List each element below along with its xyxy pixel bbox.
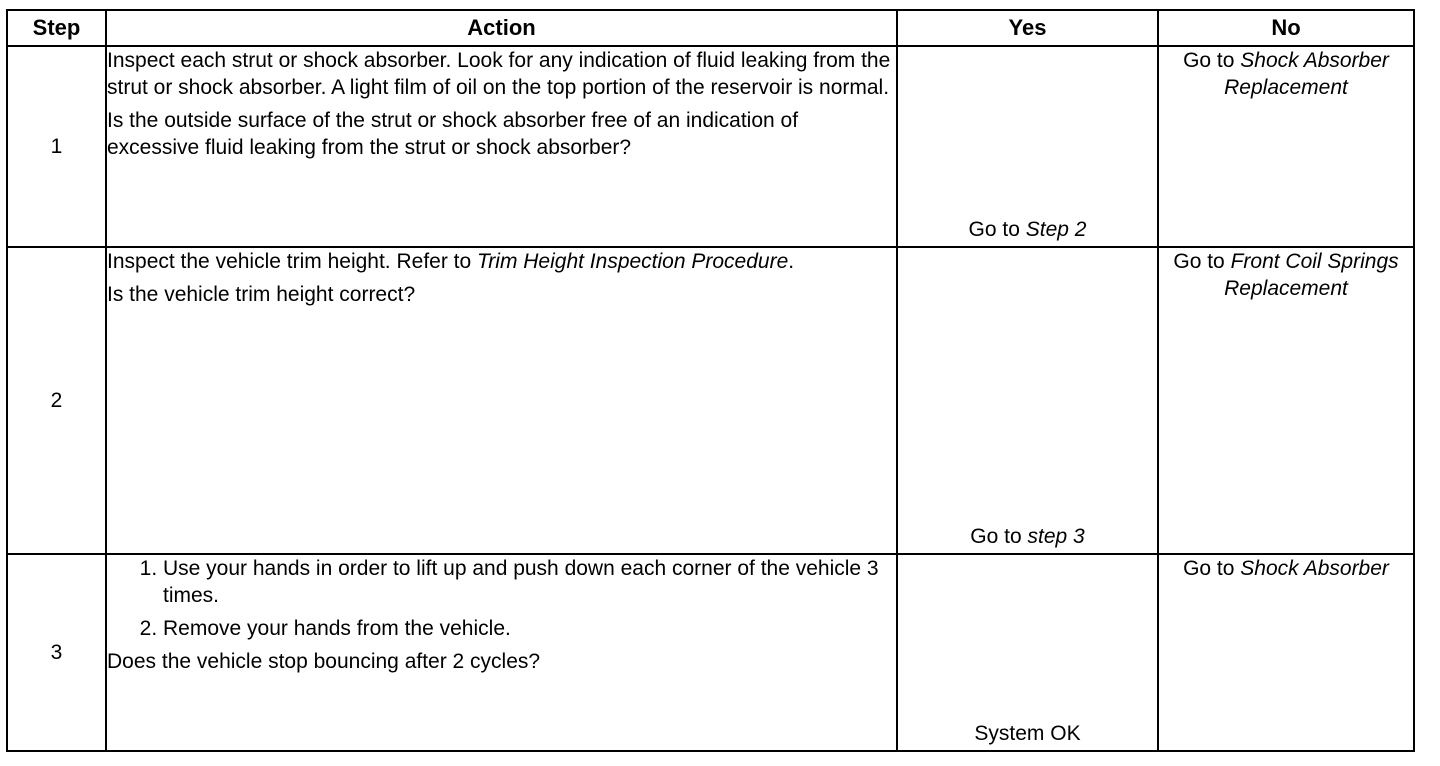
step-number: 3 (7, 554, 106, 751)
action-question: Does the vehicle stop bouncing after 2 cycles? (107, 650, 541, 673)
action-steps-list (107, 555, 896, 642)
no-prefix: Go to (1183, 557, 1241, 580)
no-link[interactable]: Shock Absorber Replacement (1224, 49, 1389, 99)
header-step: Step (7, 10, 106, 46)
header-yes: Yes (897, 10, 1158, 46)
yes-prefix: Go to (968, 218, 1026, 241)
no-cell (1158, 247, 1414, 554)
table-row (7, 46, 1414, 247)
action-prefix: Inspect the vehicle trim height. Refer to (107, 250, 478, 273)
action-cell (106, 46, 897, 247)
table-row (7, 554, 1414, 751)
yes-link[interactable]: Step 2 (1025, 218, 1087, 241)
action-instruction (107, 248, 896, 275)
no-prefix: Go to (1183, 49, 1241, 72)
action-instruction: Inspect each strut or shock absorber. Look for any indication of fluid leaking from the strut or shock absorber. A light film of oil on the top portion of the reservoir is normal. (107, 49, 891, 99)
no-cell (1158, 554, 1414, 751)
action-suffix: . (788, 250, 795, 273)
step-number: 2 (7, 247, 106, 554)
action-cell (106, 247, 897, 554)
yes-result (898, 525, 1157, 553)
yes-cell (897, 46, 1158, 247)
yes-result (898, 218, 1157, 246)
yes-prefix: Go to (970, 525, 1028, 548)
action-step-item: 2. Remove your hands from the vehicle. (163, 615, 896, 642)
action-cell (106, 554, 897, 751)
no-link[interactable]: Front Coil Springs Replacement (1224, 250, 1399, 300)
diagnostic-table (6, 9, 1415, 752)
step-number: 1 (7, 46, 106, 247)
header-no: No (1158, 10, 1414, 46)
action-link[interactable]: Trim Height Inspection Procedure (477, 250, 789, 273)
table-header-row (7, 10, 1414, 46)
action-step-item: 1. Use your hands in order to lift up and push down each corner of the vehicle 3 times. (163, 555, 896, 609)
no-cell (1158, 46, 1414, 247)
yes-cell (897, 247, 1158, 554)
no-link[interactable]: Shock Absorber (1240, 557, 1389, 580)
yes-result: System OK (974, 722, 1081, 745)
action-question: Is the vehicle trim height correct? (107, 283, 416, 306)
action-question: Is the outside surface of the strut or shock absorber free of an indication of excessive fluid leaking from the strut or shock absorber? (107, 109, 799, 159)
no-prefix: Go to (1173, 250, 1231, 273)
yes-cell (897, 554, 1158, 751)
header-action: Action (106, 10, 897, 46)
table-row (7, 247, 1414, 554)
yes-link[interactable]: step 3 (1027, 525, 1085, 548)
